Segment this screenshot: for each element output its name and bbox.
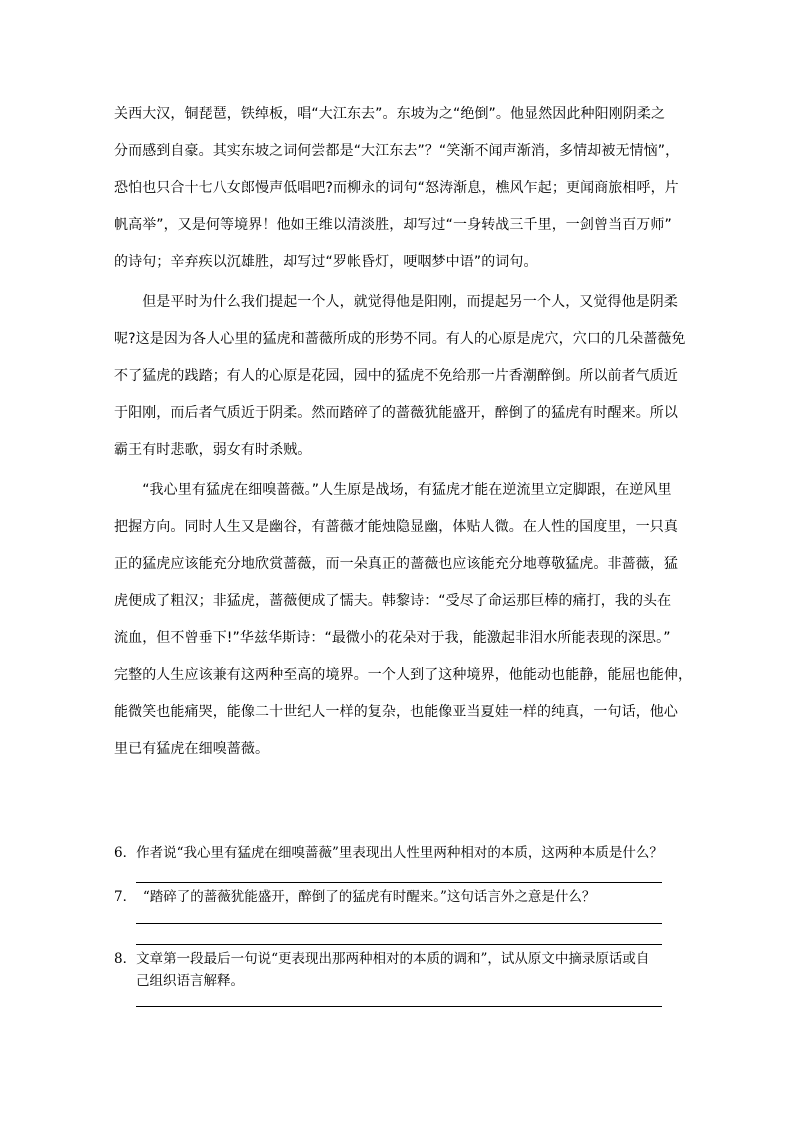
text-line: 把握方向。同时人生又是幽谷，有蔷薇才能烛隐显幽，体贴人微。在人性的国度里，一只真 <box>114 519 678 535</box>
text-line: 能微笑也能痛哭，能像二十世纪人一样的复杂，也能像亚当夏娃一样的纯真，一句话，他心 <box>114 704 678 720</box>
text-line: 正的猛虎应该能充分地欣赏蔷薇，而一朵真正的蔷薇也应该能充分地尊敬猛虎。非蔷薇，猛 <box>114 556 678 572</box>
text-line: 关西大汉，铜琵琶，铁绰板，唱“大江东去”。东坡为之“绝倒”。他显然因此种阳刚阴柔之 <box>114 106 666 122</box>
text-line: 里已有猛虎在细嗅蔷薇。 <box>114 741 270 757</box>
text-line: 不了猛虎的践踏；有人的心原是花园，园中的猛虎不免给那一片香潮醉倒。所以前者气质近 <box>114 368 678 384</box>
text-line: 霸王有时悲歌，弱女有时杀贼。 <box>114 442 312 458</box>
text-line: 分而感到自豪。其实东坡之词何尝都是“大江东去”？“笑渐不闻声渐消，多情却被无情恼”， <box>114 143 680 159</box>
question-7: 7． “踏碎了的蔷薇犹能盛开，醉倒了的猛虎有时醒来。”这句话言外之意是什么？ <box>114 889 596 905</box>
question-6: 6．作者说“我心里有猛虎在细嗅蔷薇”里表现出人性里两种相对的本质，这两种本质是什么？ <box>114 845 663 861</box>
text-line: 完整的人生应该兼有这两种至高的境界。一个人到了这种境界，他能动也能静，能屈也能伸， <box>114 667 693 683</box>
text-line: 的诗句；辛弃疾以沉雄胜，却写过“罗帐昏灯，哽咽梦中语”的词句。 <box>114 254 538 270</box>
paragraph-3 <box>114 472 693 768</box>
text-line: 呢?这是因为各人心里的猛虎和蔷薇所成的形势不同。有人的心原是虎穴，穴口的几朵蔷薇免 <box>114 331 686 347</box>
text-line: “我心里有猛虎在细嗅蔷薇。”人生原是战场，有猛虎才能在逆流里立定脚跟，在逆风里 <box>114 482 672 498</box>
answer-line-q7-b[interactable] <box>136 944 662 945</box>
question-8-line-1: 8．文章第一段最后一句说“更表现出那两种相对的本质的调和”，试从原文中摘录原话或自 <box>114 951 650 967</box>
paragraph-2 <box>114 284 684 469</box>
question-8-line-2: 己组织语言解释。 <box>136 973 244 989</box>
text-line: 但是平时为什么我们提起一个人，就觉得他是阳刚，而提起另一个人，又觉得他是阴柔 <box>114 294 678 310</box>
answer-line-q6[interactable] <box>136 882 662 883</box>
answer-line-q7-a[interactable] <box>136 923 662 924</box>
text-line: 帆高举”，又是何等境界！他如王维以清淡胜，却写过“一身转战三千里，一剑曾当百万师” <box>114 217 672 233</box>
text-line: 于阳刚，而后者气质近于阴柔。然而踏碎了的蔷薇犹能盛开，醉倒了的猛虎有时醒来。所以 <box>114 405 678 421</box>
text-line: 虎便成了粗汉；非猛虎，蔷薇便成了懦夫。韩黎诗：“受尽了命运那巨棒的痛打，我的头在 <box>114 593 672 609</box>
text-line: 流血，但不曾垂下!”华兹华斯诗：“最微小的花朵对于我，能激起非泪水所能表现的深思。” <box>114 630 671 646</box>
text-line: 恐怕也只合十七八女郎慢声低唱吧?而柳永的词句“怒涛渐息，樵风乍起；更闻商旅相呼，片 <box>114 180 679 196</box>
paragraph-1 <box>114 96 684 281</box>
answer-line-q8[interactable] <box>136 1006 662 1007</box>
essay-body <box>114 96 693 768</box>
